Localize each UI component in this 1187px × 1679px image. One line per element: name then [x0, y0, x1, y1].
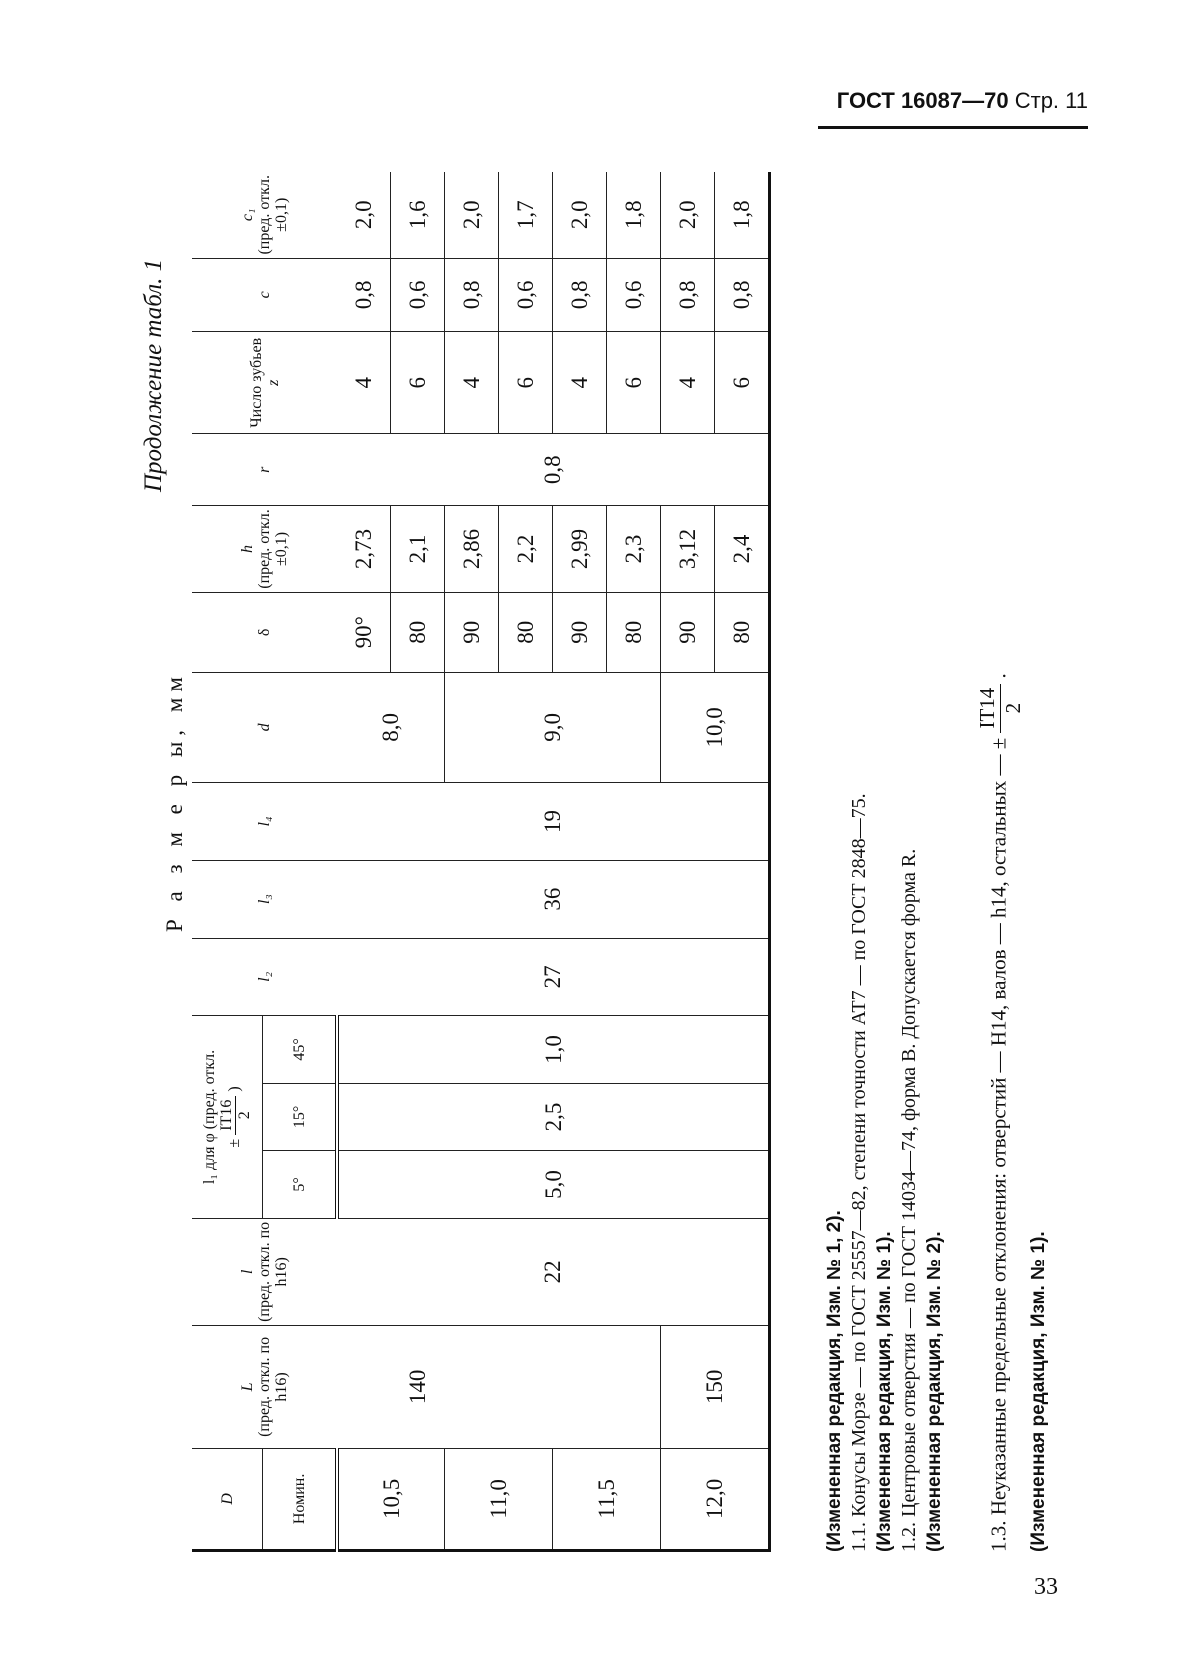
cell-d: 9,0 [445, 672, 661, 782]
cell-d: 10,0 [661, 672, 770, 782]
note-1-2-amendment: (Измененная редакция, Изм. № 2). [924, 1231, 945, 1552]
col-D: D [218, 1493, 236, 1505]
note-amendment: (Измененная редакция, Изм. № 1, 2). [824, 1210, 845, 1552]
cell-c: 0,8 [445, 258, 499, 332]
cell-l4: 19 [337, 783, 770, 861]
cell-l2: 27 [337, 938, 770, 1016]
cell-h: 3,12 [661, 506, 715, 593]
fraction-it16: IT16 2 [218, 1096, 253, 1135]
cell-z: 6 [607, 332, 661, 434]
cell-l1-45: 1,0 [337, 1016, 770, 1084]
cell-D: 10,5 [337, 1448, 445, 1550]
cell-z: 4 [661, 332, 715, 434]
col-r: r [192, 434, 337, 506]
cell-z: 4 [553, 332, 607, 434]
cell-d: 8,0 [337, 672, 445, 782]
cell-c: 0,8 [553, 258, 607, 332]
col-l: l (пред. откл. по h16) [192, 1218, 337, 1325]
cell-c: 0,6 [607, 258, 661, 332]
cell-c1: 2,0 [553, 172, 607, 258]
page-number: 33 [1034, 1574, 1058, 1600]
cell-z: 6 [715, 332, 770, 434]
cell-L: 150 [661, 1326, 770, 1449]
note-1-3: 1.3. Неуказанные предельные отклонения: отверстий — H14, валов — h14, остальных — ± IT14 2 . [975, 673, 1025, 1552]
note-1-1: 1.1. Конусы Морзе — по ГОСТ 25557—82, степени точности АТ7 — по ГОСТ 2848—75. [848, 793, 870, 1552]
col-phi-15: 15° [263, 1083, 338, 1150]
cell-h: 2,99 [553, 506, 607, 593]
rotated-content [142, 77, 1092, 1552]
col-l2: l₂ [192, 938, 337, 1016]
note-1-3-amendment: (Измененная редакция, Изм. № 1). [1028, 1231, 1049, 1552]
table-title: Р а з м е р ы, мм [162, 671, 187, 932]
cell-h: 2,73 [337, 506, 391, 593]
cell-delta: 90 [445, 592, 499, 672]
col-l4: l₄ [192, 783, 337, 861]
col-phi-45: 45° [263, 1016, 338, 1084]
cell-z: 4 [337, 332, 391, 434]
doc-number: ГОСТ 16087—70 [836, 88, 1009, 113]
cell-D: 11,5 [553, 1448, 661, 1550]
cell-l1-5: 5,0 [337, 1151, 770, 1218]
col-c1: c₁ (пред. откл. ±0,1) [192, 172, 337, 258]
col-phi-5: 5° [263, 1151, 338, 1218]
cell-c1: 2,0 [661, 172, 715, 258]
cell-c1: 1,8 [715, 172, 770, 258]
cell-L: 140 [337, 1326, 499, 1449]
dimensions-table [192, 172, 771, 1552]
cell-delta: 90 [553, 592, 607, 672]
cell-l: 22 [337, 1218, 770, 1325]
cell-h: 2,86 [445, 506, 499, 593]
table-caption: Продолжение табл. 1 [140, 258, 167, 492]
cell-L-blank [499, 1326, 661, 1449]
col-z: Число зубьев z [192, 332, 337, 434]
cell-c1: 1,6 [391, 172, 445, 258]
col-d: d [192, 672, 337, 782]
col-L: L (пред. откл. по h16) [192, 1326, 337, 1449]
cell-c: 0,8 [337, 258, 391, 332]
cell-h: 2,4 [715, 506, 770, 593]
cell-h: 2,2 [499, 506, 553, 593]
fraction-it14: IT14 2 [975, 684, 1026, 733]
col-delta: δ [192, 592, 337, 672]
cell-l3: 36 [337, 860, 770, 938]
cell-delta: 90° [337, 592, 391, 672]
cell-delta: 80 [499, 592, 553, 672]
cell-c: 0,8 [661, 258, 715, 332]
cell-h: 2,3 [607, 506, 661, 593]
cell-c: 0,8 [715, 258, 770, 332]
page-label: Стр. 11 [1014, 88, 1088, 113]
col-l3: l₃ [192, 860, 337, 938]
note-1-1-amendment: (Измененная редакция, Изм. № 1). [874, 1231, 895, 1552]
cell-h: 2,1 [391, 506, 445, 593]
cell-delta: 90 [661, 592, 715, 672]
cell-l1-15: 2,5 [337, 1083, 770, 1150]
table-row [337, 172, 391, 1551]
cell-z: 4 [445, 332, 499, 434]
col-D-nom: Номин. [263, 1448, 338, 1550]
cell-delta: 80 [715, 592, 770, 672]
note-1-2: 1.2. Центровые отверстия — по ГОСТ 14034—74, форма В. Допускается форма R. [898, 848, 920, 1552]
cell-c1: 2,0 [337, 172, 391, 258]
cell-D: 12,0 [661, 1448, 770, 1550]
cell-c: 0,6 [391, 258, 445, 332]
cell-D: 11,0 [445, 1448, 553, 1550]
cell-c1: 1,7 [499, 172, 553, 258]
col-h: h (пред. откл. ±0,1) [192, 506, 337, 593]
cell-c: 0,6 [499, 258, 553, 332]
cell-delta: 80 [391, 592, 445, 672]
cell-c1: 1,8 [607, 172, 661, 258]
cell-z: 6 [499, 332, 553, 434]
col-l1-group: l₁ для φ (пред. откл. ± IT16 2 ) [192, 1016, 263, 1218]
cell-r: 0,8 [337, 434, 770, 506]
col-c: c [192, 258, 337, 332]
notes-block [822, 132, 1051, 1552]
cell-c1: 2,0 [445, 172, 499, 258]
cell-z: 6 [391, 332, 445, 434]
cell-delta: 80 [607, 592, 661, 672]
